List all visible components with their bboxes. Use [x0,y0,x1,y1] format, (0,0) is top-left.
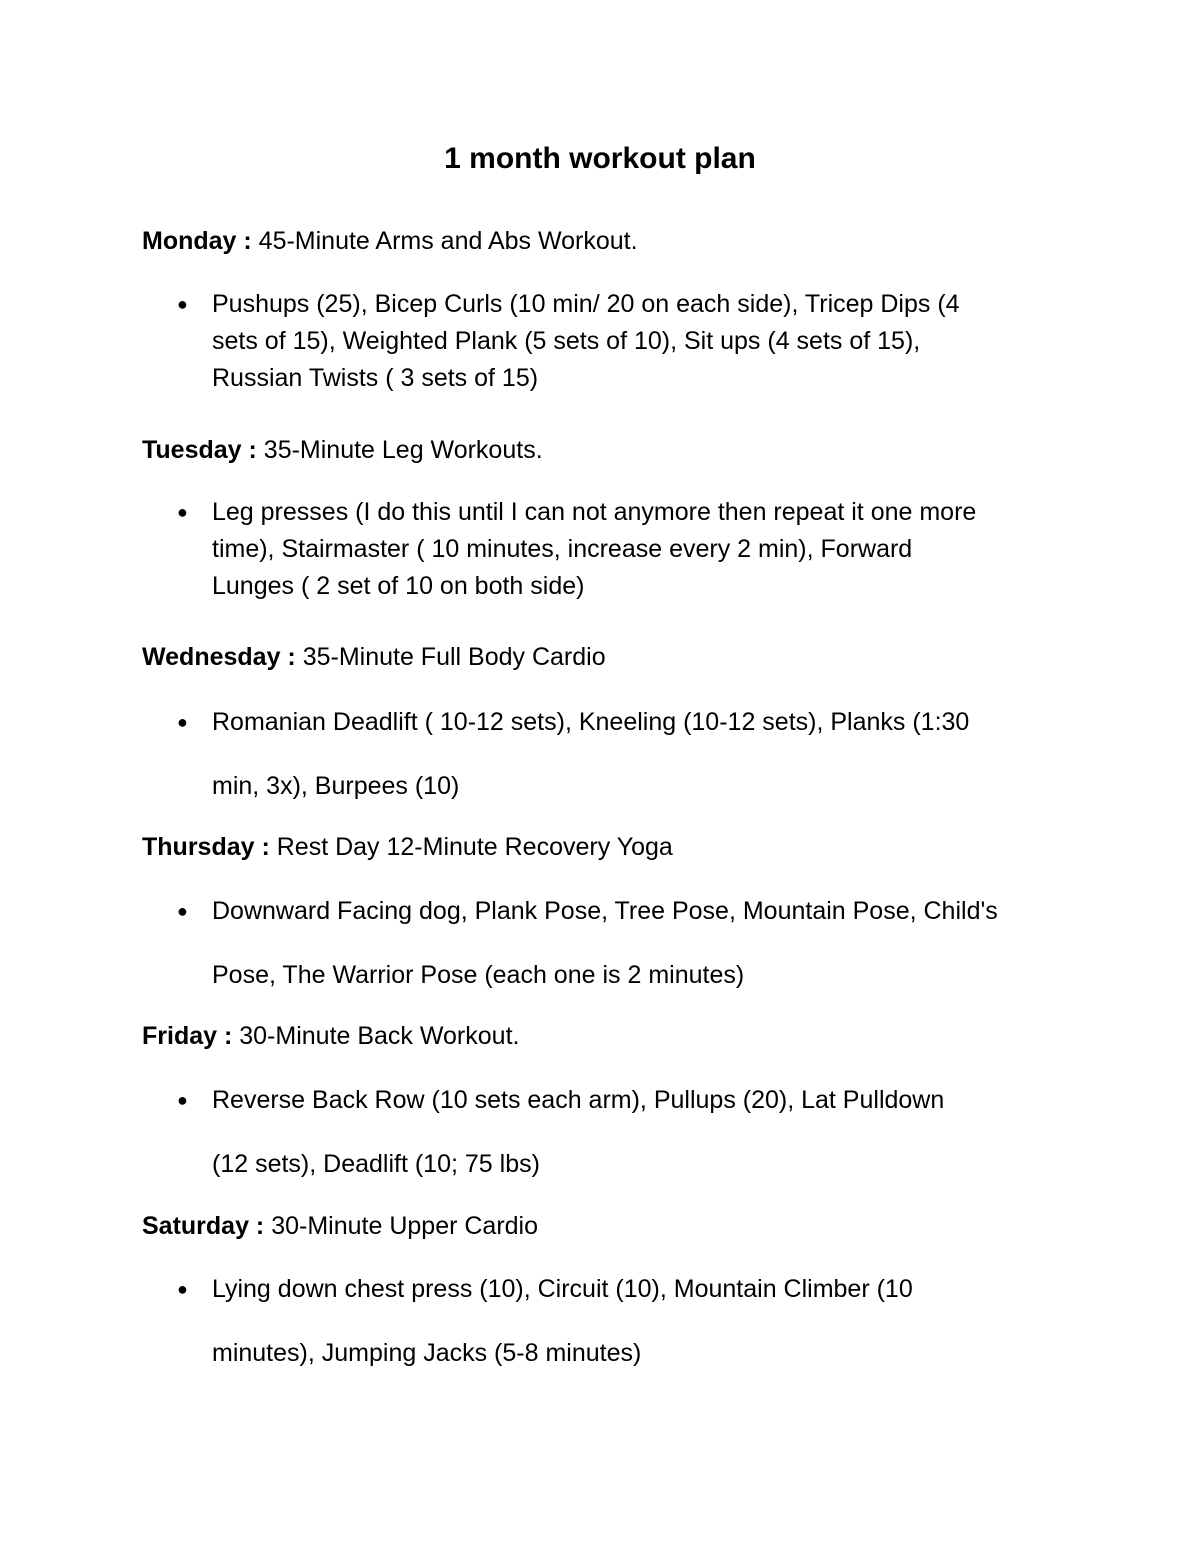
day-heading-thursday [142,831,1102,863]
day-heading-friday [142,1020,1102,1052]
list-item-line: Pose, The Warrior Pose (each one is 2 minutes) [212,961,745,989]
list-item-text [212,1257,1087,1385]
list-item-line: Pushups (25), Bicep Curls (10 min/ 20 on each side), Tricep Dips (4 [212,290,960,318]
list-item-line: minutes), Jumping Jacks (5-8 minutes) [212,1339,642,1367]
list-item-line: Romanian Deadlift ( 10-12 sets), Kneeling (10-12 sets), Planks (1:30 [212,708,970,736]
list-item-line: Lunges ( 2 set of 10 on both side) [212,572,585,600]
bullet-icon: ● [177,502,188,522]
bullet-icon: ● [177,1090,188,1110]
list-item-line: sets of 15), Weighted Plank (5 sets of 10), Sit ups (4 sets of 15), [212,327,921,355]
list-item-line: min, 3x), Burpees (10) [212,772,460,800]
day-name: Friday : [142,1022,233,1050]
day-name: Wednesday : [142,643,296,671]
list-item-line: Lying down chest press (10), Circuit (10), Mountain Climber (10 [212,1275,913,1303]
list-item-line: Reverse Back Row (10 sets each arm), Pullups (20), Lat Pulldown [212,1086,945,1114]
list-item-line: Leg presses (I do this until I can not anymore then repeat it one more [212,498,977,526]
list-item-text [212,879,1087,1007]
day-name: Saturday : [142,1212,265,1240]
day-summary: 35-Minute Leg Workouts. [256,436,543,464]
list-item-line: time), Stairmaster ( 10 minutes, increase every 2 min), Forward [212,535,913,563]
list-item-line: Downward Facing dog, Plank Pose, Tree Pose, Mountain Pose, Child's [212,897,998,925]
bullet-icon: ● [177,712,188,732]
bullet-icon: ● [177,294,188,314]
day-summary: 30-Minute Back Workout. [232,1022,520,1050]
list-item-text [212,286,1087,397]
day-summary: 45-Minute Arms and Abs Workout. [251,227,638,255]
list-item-line: Russian Twists ( 3 sets of 15) [212,364,539,392]
list-item-text [212,690,1087,818]
list-item-line: (12 sets), Deadlift (10; 75 lbs) [212,1150,540,1178]
day-summary: 35-Minute Full Body Cardio [295,643,606,671]
bullet-icon: ● [177,1279,188,1299]
day-name: Thursday : [142,833,270,861]
day-summary: 30-Minute Upper Cardio [264,1212,539,1240]
bullet-icon: ● [177,901,188,921]
list-item-text [212,1068,1087,1196]
day-heading-wednesday [142,641,1102,673]
day-heading-monday [142,225,1102,257]
day-name: Monday : [142,227,252,255]
list-item-text [212,494,1087,605]
day-heading-saturday [142,1210,1102,1242]
day-name: Tuesday : [142,436,257,464]
day-summary: Rest Day 12-Minute Recovery Yoga [269,833,673,861]
page-title: 1 month workout plan [444,142,756,175]
day-heading-tuesday [142,434,1102,466]
